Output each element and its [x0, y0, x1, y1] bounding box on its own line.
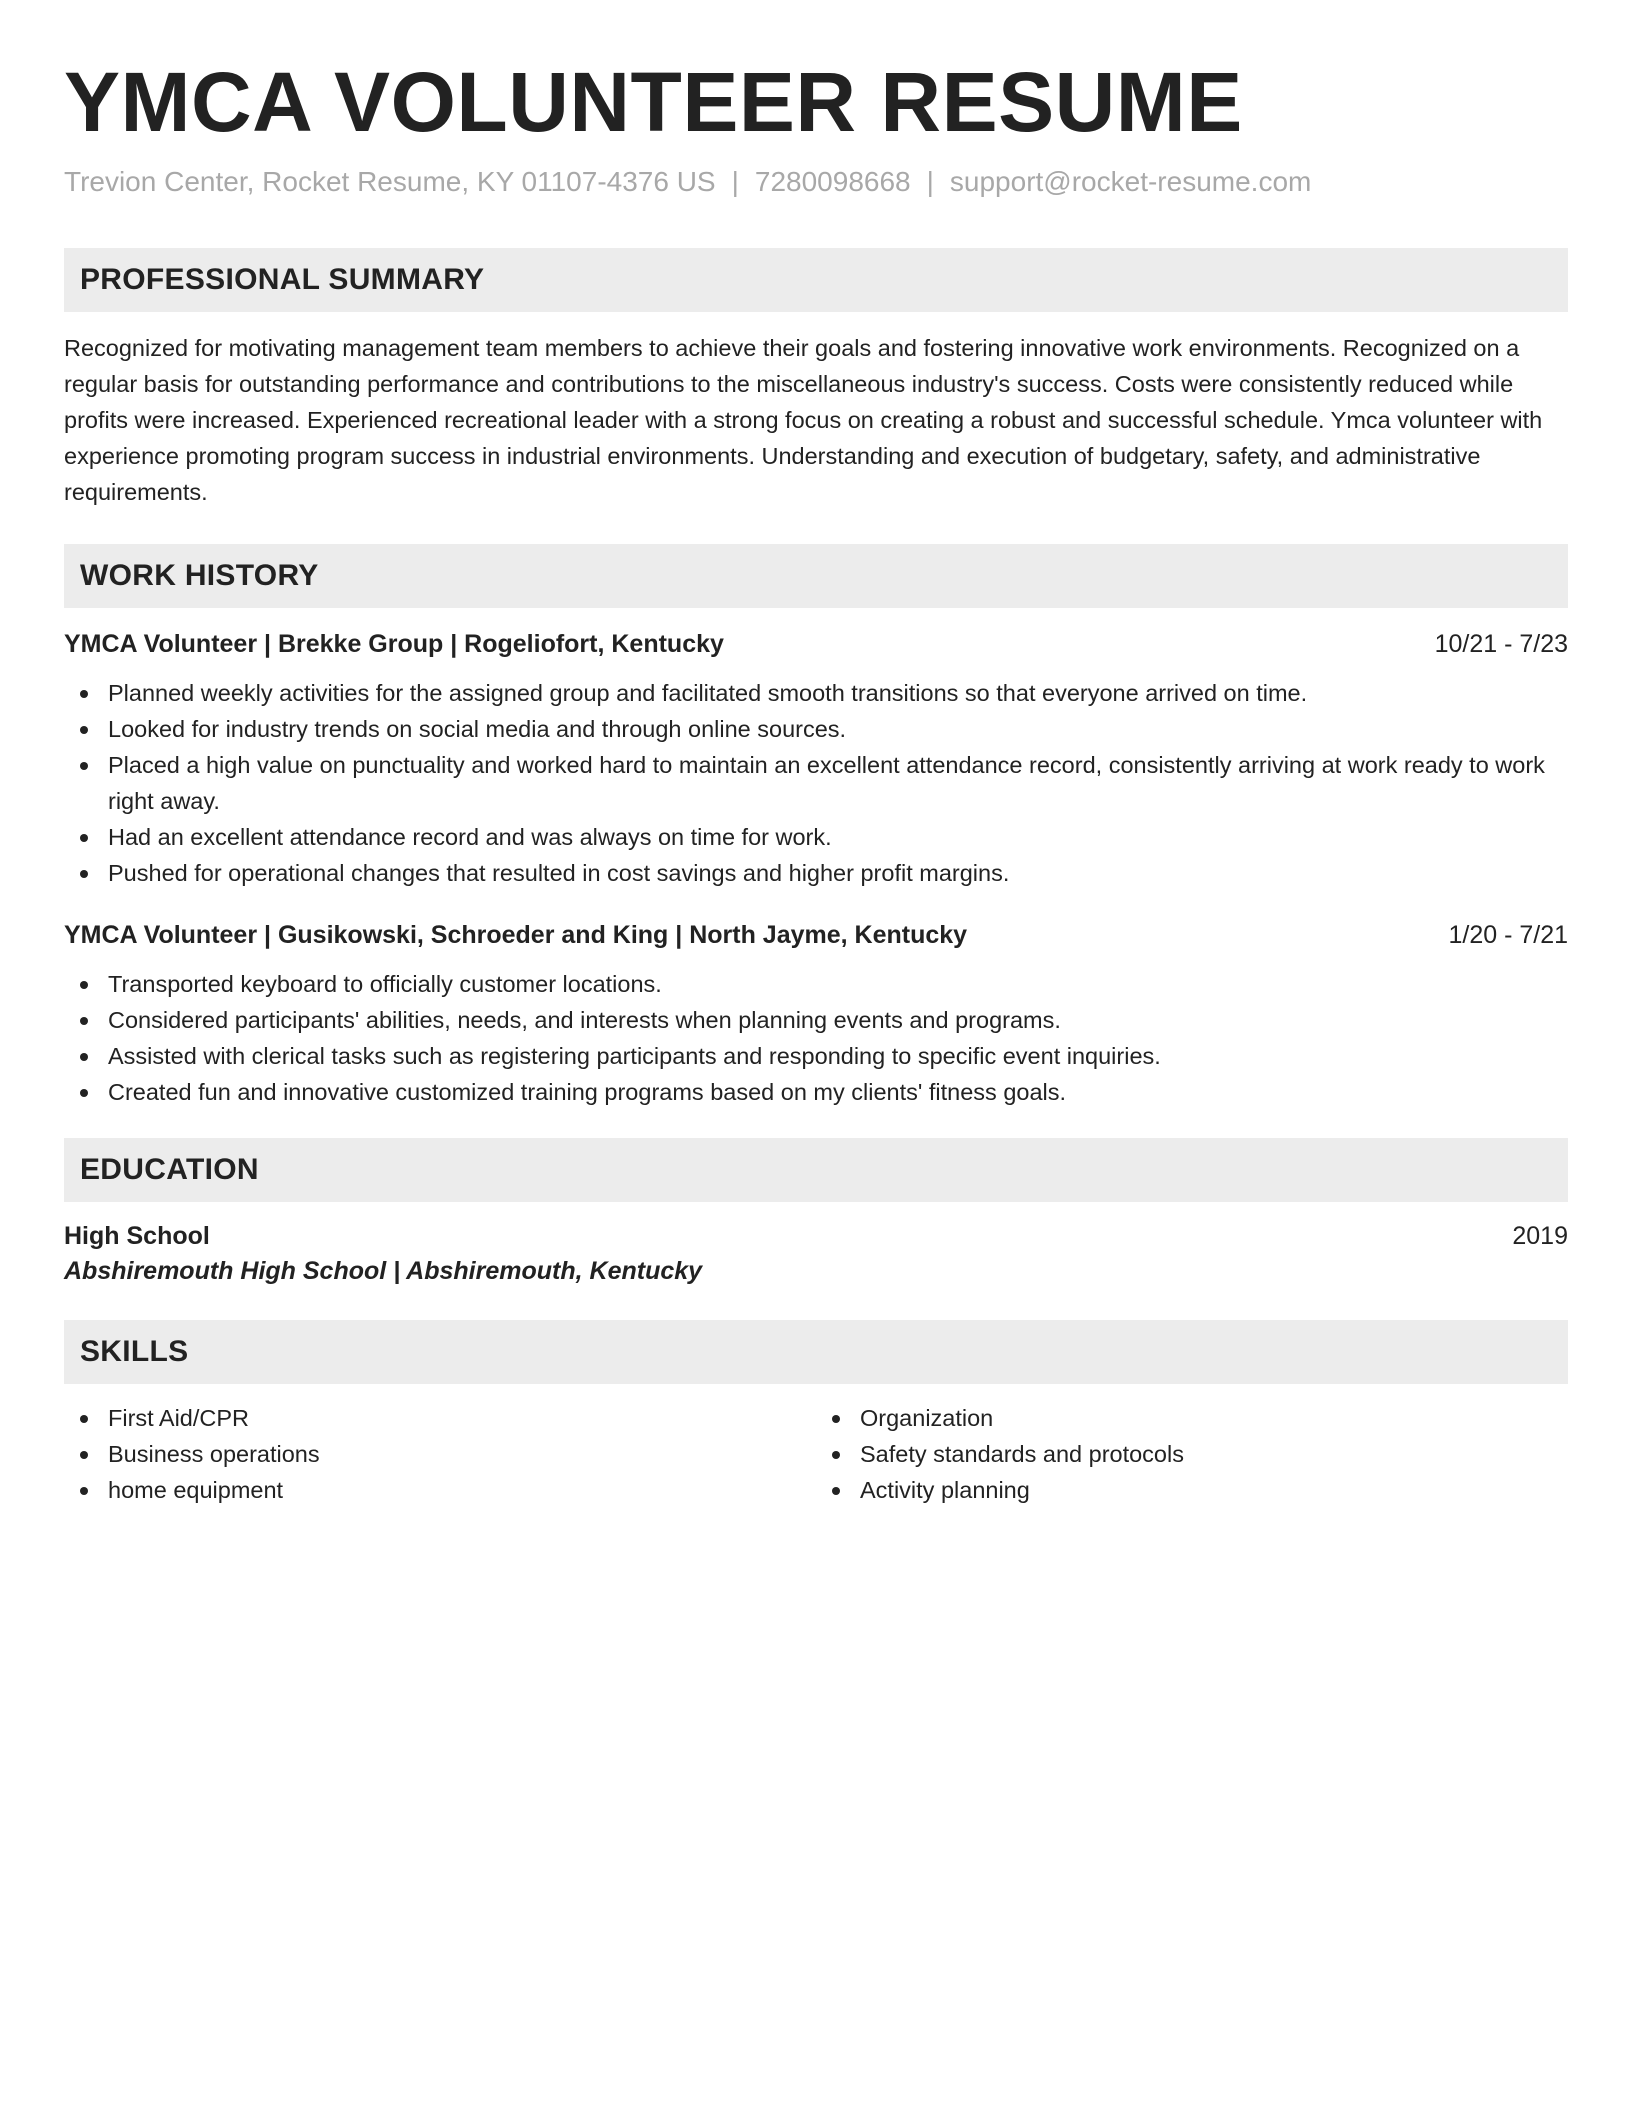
- education-entry: [64, 1222, 1568, 1286]
- job-title: YMCA Volunteer | Gusikowski, Schroeder and King | North Jayme, Kentucky: [64, 921, 968, 950]
- skill-item: Activity planning: [816, 1472, 1568, 1508]
- job-title: YMCA Volunteer | Brekke Group | Rogeliofort, Kentucky: [64, 630, 724, 659]
- section-header-education: EDUCATION: [64, 1138, 1568, 1202]
- section-header-summary: PROFESSIONAL SUMMARY: [64, 248, 1568, 312]
- contact-line: [64, 166, 1568, 198]
- job-entry: [64, 921, 1568, 1110]
- job-header: [64, 630, 1568, 659]
- skills-column-left: [64, 1400, 816, 1508]
- contact-separator: |: [926, 166, 934, 198]
- skill-item: Organization: [816, 1400, 1568, 1436]
- job-bullet: Pushed for operational changes that resulted in cost savings and higher profit margins.: [64, 855, 1568, 891]
- skill-item: Safety standards and protocols: [816, 1436, 1568, 1472]
- resume-title: YMCA VOLUNTEER RESUME: [64, 55, 1243, 149]
- contact-phone: 7280098668: [754, 166, 911, 198]
- skill-item: Business operations: [64, 1436, 816, 1472]
- job-dates: 10/21 - 7/23: [1434, 630, 1568, 659]
- job-header: [64, 921, 1568, 950]
- job-bullet: Planned weekly activities for the assigned group and facilitated smooth transitions so that everyone arrived on time.: [64, 675, 1568, 711]
- contact-email[interactable]: support@rocket-resume.com: [949, 166, 1312, 198]
- education-year: 2019: [1512, 1222, 1568, 1251]
- skills-list: [64, 1400, 1568, 1508]
- job-bullet: Had an excellent attendance record and was always on time for work.: [64, 819, 1568, 855]
- job-bullets: [64, 675, 1568, 891]
- job-bullet: Transported keyboard to officially customer locations.: [64, 966, 1568, 1002]
- summary-text: Recognized for motivating management team members to achieve their goals and fostering innovative work environments. Recognized on a regular basis for outstanding performance and contributions to the miscellaneous industry's success. Costs were consistently reduced while profits were increased. Experienced recreational leader with a strong focus on creating a robust and successful schedule. Ymca volunteer with experience promoting program success in industrial environments. Understanding and execution of budgetary, safety, and administrative requirements.: [64, 335, 1543, 506]
- contact-separator: |: [731, 166, 739, 198]
- job-entry: [64, 630, 1568, 891]
- job-bullets: [64, 966, 1568, 1110]
- section-header-work-history: WORK HISTORY: [64, 544, 1568, 608]
- job-bullet: Looked for industry trends on social media and through online sources.: [64, 711, 1568, 747]
- job-bullet: Created fun and innovative customized training programs based on my clients' fitness goals.: [64, 1074, 1568, 1110]
- job-dates: 1/20 - 7/21: [1448, 921, 1568, 950]
- job-bullet: Placed a high value on punctuality and worked hard to maintain an excellent attendance record, consistently arriving at work ready to work right away.: [64, 747, 1568, 819]
- job-bullet: Considered participants' abilities, needs, and interests when planning events and programs.: [64, 1002, 1568, 1038]
- skill-item: First Aid/CPR: [64, 1400, 816, 1436]
- education-header: [64, 1222, 1568, 1251]
- contact-address: Trevion Center, Rocket Resume, KY 01107-4376 US: [64, 166, 716, 198]
- section-header-skills: SKILLS: [64, 1320, 1568, 1384]
- education-school: Abshiremouth High School | Abshiremouth, Kentucky: [64, 1257, 703, 1286]
- skills-column-right: [816, 1400, 1568, 1508]
- job-bullet: Assisted with clerical tasks such as registering participants and responding to specific event inquiries.: [64, 1038, 1568, 1074]
- education-degree: High School: [64, 1222, 210, 1251]
- skill-item: home equipment: [64, 1472, 816, 1508]
